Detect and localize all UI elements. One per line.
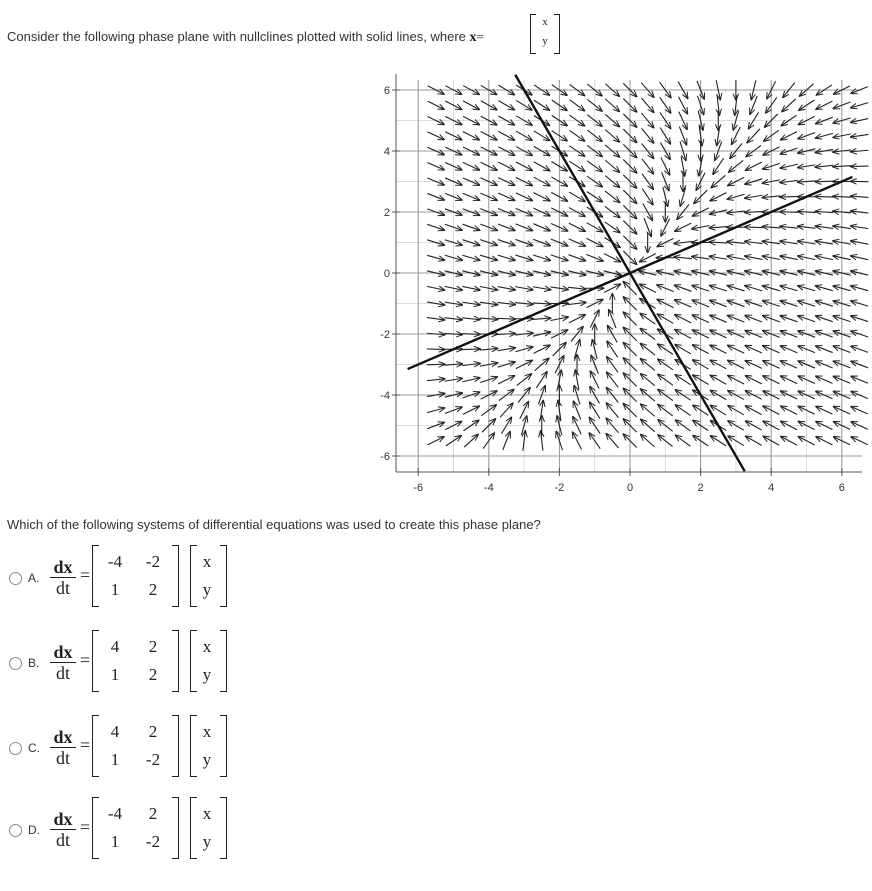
field-arrow <box>815 226 833 228</box>
field-arrow <box>762 227 780 228</box>
matrix-left-bracket <box>92 630 99 692</box>
field-arrow <box>427 379 445 381</box>
option-b[interactable] <box>6 630 266 694</box>
field-arrow <box>851 346 868 352</box>
field-arrow <box>713 158 724 174</box>
field-arrow <box>480 318 498 319</box>
x-tick-label: 4 <box>768 482 775 494</box>
field-arrow <box>533 255 550 261</box>
field-arrow <box>745 406 761 415</box>
field-arrow <box>851 437 868 445</box>
matrix-a21: 1 <box>110 580 120 599</box>
field-arrow <box>781 436 797 445</box>
field-arrow <box>427 224 444 230</box>
field-arrow <box>607 341 618 357</box>
field-arrow <box>462 318 480 320</box>
prompt-text: Consider the following phase plane with nullclines plotted with solid lines, where x= <box>7 29 484 45</box>
field-arrow <box>816 346 833 353</box>
question-text: Which of the following systems of differential equations was used to create this phase plane? <box>7 517 541 532</box>
field-arrow <box>607 372 619 387</box>
field-arrow <box>604 284 620 292</box>
field-arrow <box>463 132 479 140</box>
field-arrow <box>815 196 833 197</box>
field-arrow <box>427 364 445 365</box>
matrix-a21: 1 <box>110 665 120 684</box>
field-arrow <box>427 163 444 170</box>
x-tick-label: -4 <box>483 482 494 494</box>
field-arrow <box>816 376 833 383</box>
field-arrow <box>833 166 851 167</box>
matrix-left-bracket <box>92 797 99 859</box>
x-tick-label: -2 <box>554 482 565 494</box>
vector-x: x <box>202 637 212 656</box>
field-arrow <box>427 286 445 290</box>
field-arrow <box>569 130 584 141</box>
option-letter: A. <box>28 571 40 585</box>
field-arrow <box>710 345 726 353</box>
field-arrow <box>851 407 868 414</box>
field-arrow <box>851 286 868 291</box>
field-arrow <box>427 193 444 200</box>
field-arrow <box>536 372 547 388</box>
field-arrow <box>709 227 727 228</box>
field-arrow <box>745 286 762 291</box>
field-arrow <box>569 223 585 231</box>
field-arrow <box>815 181 833 182</box>
field-arrow <box>850 196 868 197</box>
vector-right-bracket <box>220 797 227 859</box>
field-arrow <box>568 287 586 289</box>
field-arrow <box>500 403 513 417</box>
y-tick-label: 0 <box>383 268 390 280</box>
field-arrow <box>816 316 833 322</box>
field-arrow <box>427 333 445 334</box>
derivative-numerator: dx <box>53 642 73 662</box>
field-arrow <box>815 211 833 212</box>
matrix-a22: 2 <box>148 580 158 599</box>
vector-x: x <box>542 16 548 28</box>
field-arrow <box>462 378 480 382</box>
field-arrow <box>675 315 691 323</box>
matrix-a12: -2 <box>145 552 161 571</box>
field-arrow <box>503 432 510 450</box>
field-arrow <box>781 406 797 414</box>
field-arrow <box>498 224 515 231</box>
field-arrow <box>674 285 691 291</box>
field-arrow <box>745 315 762 322</box>
matrix-a11: -4 <box>107 804 123 823</box>
field-arrow <box>780 346 797 353</box>
field-arrow <box>498 193 515 200</box>
equals-sign: = <box>80 565 91 585</box>
matrix-a12: 2 <box>148 637 158 656</box>
option-a[interactable] <box>6 545 266 609</box>
field-arrow <box>640 374 654 386</box>
field-arrow <box>497 318 515 319</box>
derivative-denominator: dt <box>55 748 70 768</box>
field-arrow <box>427 408 444 413</box>
field-arrow <box>780 164 798 168</box>
matrix-left-bracket <box>92 715 99 777</box>
field-arrow <box>745 376 761 384</box>
field-arrow <box>498 255 515 260</box>
field-arrow <box>498 101 514 110</box>
field-arrow <box>428 101 444 109</box>
field-arrow <box>745 227 763 228</box>
field-arrow <box>710 193 726 201</box>
field-arrow <box>815 165 833 167</box>
radio-button[interactable] <box>9 657 22 670</box>
field-arrow <box>781 132 797 140</box>
field-arrow <box>642 128 654 143</box>
field-arrow <box>606 403 618 418</box>
field-arrow <box>780 196 798 197</box>
field-arrow <box>815 133 832 138</box>
field-arrow <box>678 97 687 114</box>
field-arrow <box>462 334 480 335</box>
matrix-a22: 2 <box>148 665 158 684</box>
field-arrow <box>534 345 550 353</box>
field-arrow <box>675 435 690 446</box>
field-arrow <box>428 437 444 445</box>
matrix-a11: 4 <box>110 722 120 741</box>
matrix-a11: 4 <box>110 637 120 656</box>
field-arrow <box>641 404 655 416</box>
field-arrow <box>833 196 851 197</box>
field-arrow <box>463 162 480 170</box>
field-arrow <box>605 99 619 111</box>
x-tick-label: 0 <box>626 482 634 494</box>
field-arrow <box>710 285 727 291</box>
field-arrow <box>851 103 868 108</box>
field-arrow <box>427 349 445 350</box>
field-arrow <box>641 98 653 112</box>
field-arrow <box>462 349 480 350</box>
field-arrow <box>642 189 653 205</box>
field-arrow <box>427 255 444 260</box>
option-d[interactable] <box>6 797 266 861</box>
field-arrow <box>570 100 585 111</box>
y-tick-label: -4 <box>380 390 390 402</box>
derivative-fraction <box>48 809 78 850</box>
field-arrow <box>780 212 798 213</box>
field-arrow <box>710 375 726 384</box>
field-arrow <box>850 150 868 151</box>
matrix-a21: 1 <box>110 832 120 851</box>
field-arrow <box>573 432 582 449</box>
matrix-a12: 2 <box>148 722 158 741</box>
field-arrow <box>851 376 868 383</box>
field-arrow <box>463 406 479 414</box>
field-arrow <box>606 434 618 448</box>
option-letter: D. <box>28 823 40 837</box>
field-arrow <box>745 346 762 353</box>
y-tick-label: -6 <box>380 451 390 463</box>
x-tick-label: 2 <box>697 482 704 494</box>
field-arrow <box>498 287 516 290</box>
field-arrow <box>639 254 655 262</box>
radio-button[interactable] <box>9 572 22 585</box>
matrix-a22: -2 <box>145 832 161 851</box>
vector-right-bracket <box>220 545 227 607</box>
matrix-left-bracket <box>92 545 99 607</box>
option-letter: B. <box>28 656 40 670</box>
field-arrow <box>427 318 445 320</box>
field-arrow <box>498 162 514 170</box>
field-arrow <box>782 99 796 112</box>
derivative-denominator: dt <box>55 663 70 683</box>
field-arrow <box>675 223 691 231</box>
matrix-right-bracket <box>172 545 179 607</box>
x-tick-label: -6 <box>413 482 424 494</box>
field-arrow <box>781 376 798 384</box>
field-arrow <box>605 130 619 142</box>
option-c[interactable] <box>6 715 266 779</box>
matrix-right-bracket <box>172 630 179 692</box>
field-arrow <box>816 101 832 109</box>
field-arrow <box>851 226 869 229</box>
field-arrow <box>851 134 869 137</box>
field-arrow <box>533 224 550 231</box>
matrix-a11: -4 <box>107 552 123 571</box>
radio-button[interactable] <box>9 824 22 837</box>
equals-sign: = <box>80 650 91 670</box>
field-arrow <box>641 435 655 447</box>
equals-sign: = <box>80 735 91 755</box>
field-arrow <box>780 286 797 291</box>
vector-y: y <box>202 750 212 769</box>
derivative-fraction <box>48 557 78 598</box>
field-arrow <box>604 254 620 262</box>
field-arrow <box>745 256 763 259</box>
field-arrow <box>780 316 797 322</box>
matrix-right-bracket <box>172 797 179 859</box>
field-arrow <box>639 284 655 292</box>
field-arrow <box>815 256 833 260</box>
field-arrow <box>569 315 585 323</box>
field-arrow <box>746 436 762 445</box>
y-tick-label: 4 <box>383 146 390 158</box>
matrix-a12: 2 <box>148 804 158 823</box>
derivative-fraction <box>48 642 78 683</box>
option-letter: C. <box>28 741 40 755</box>
field-arrow <box>780 226 798 228</box>
field-arrow <box>851 256 869 260</box>
field-arrow <box>709 256 727 259</box>
matrix-right-bracket <box>172 715 179 777</box>
field-arrow <box>462 286 480 290</box>
field-arrow <box>533 287 551 290</box>
field-arrow <box>533 318 551 319</box>
field-arrow <box>816 437 832 445</box>
x-tick-label: 6 <box>838 482 845 494</box>
field-arrow <box>745 162 761 170</box>
field-arrow <box>534 193 550 201</box>
y-tick-label: 2 <box>383 207 390 219</box>
derivative-denominator: dt <box>55 578 70 598</box>
vector-y: y <box>542 35 548 47</box>
field-arrow <box>674 257 692 259</box>
vector-x: x <box>202 722 212 741</box>
matrix-a22: -2 <box>145 750 161 769</box>
vector-x: x <box>202 552 212 571</box>
field-arrow <box>498 348 516 351</box>
derivative-numerator: dx <box>53 809 73 829</box>
field-arrow <box>464 434 478 447</box>
field-arrow <box>642 159 654 174</box>
vector-y: y <box>202 580 212 599</box>
field-arrow <box>534 162 550 171</box>
field-arrow <box>710 315 727 322</box>
derivative-denominator: dt <box>55 830 70 850</box>
field-arrow <box>498 376 514 384</box>
vector-y: y <box>202 832 212 851</box>
field-arrow <box>640 343 655 355</box>
field-arrow <box>428 132 445 140</box>
radio-button[interactable] <box>9 742 22 755</box>
equals-sign: = <box>80 817 91 837</box>
derivative-numerator: dx <box>53 727 73 747</box>
field-arrow <box>463 224 480 230</box>
vector-y: y <box>202 665 212 684</box>
field-arrow <box>605 160 619 172</box>
field-arrow <box>605 191 620 203</box>
vector-right-bracket <box>220 715 227 777</box>
matrix-a21: 1 <box>110 750 120 769</box>
vector-right-bracket <box>220 630 227 692</box>
field-arrow <box>463 193 480 200</box>
field-arrow <box>498 131 514 140</box>
field-arrow <box>568 255 585 261</box>
field-arrow <box>815 286 832 291</box>
vector-x: x <box>202 804 212 823</box>
field-arrow <box>780 256 798 260</box>
derivative-fraction <box>48 727 78 768</box>
field-arrow <box>747 129 760 143</box>
y-tick-label: 6 <box>383 85 390 97</box>
field-arrow <box>745 195 763 198</box>
field-arrow <box>816 406 833 414</box>
field-arrow <box>851 316 868 322</box>
derivative-numerator: dx <box>53 557 73 577</box>
y-tick-label: -2 <box>380 329 390 341</box>
field-arrow <box>463 101 479 110</box>
field-arrow <box>462 255 479 260</box>
field-arrow <box>675 405 690 416</box>
